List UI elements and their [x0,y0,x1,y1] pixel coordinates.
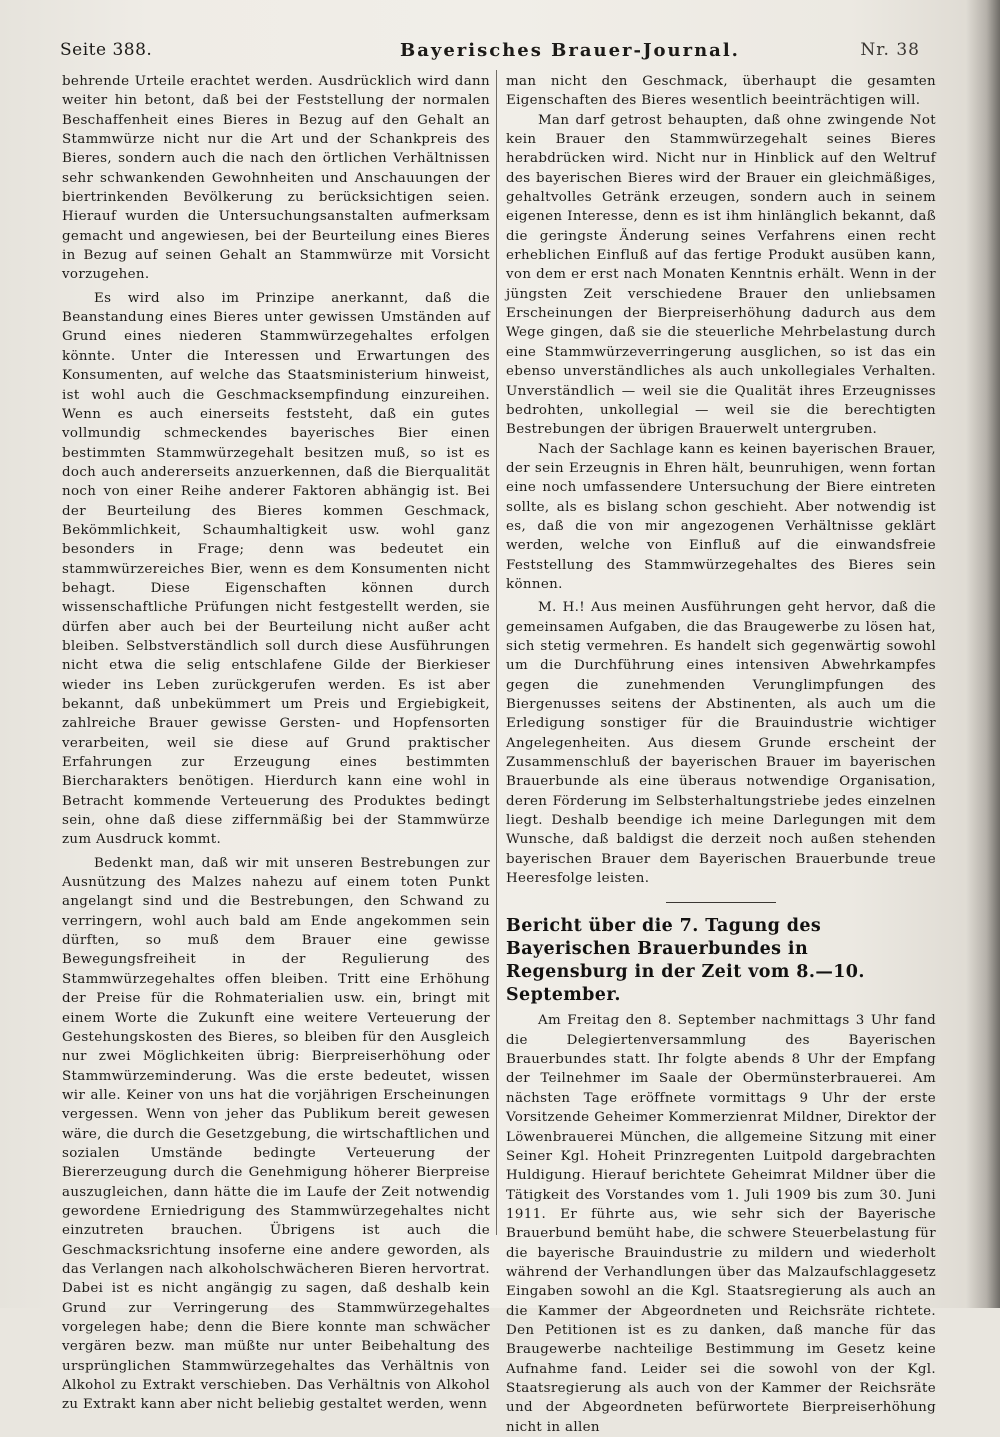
report-heading: Bericht über die 7. Tagung des Bayerischen Brauerbundes in Regensburg in der Zeit vom 8.—10. September. [506,916,865,1006]
page-header [60,40,920,66]
paragraph: M. H.! Aus meinen Ausführungen geht hervor, daß die gemeinsamen Aufgaben, die das Braugewerbe zu lösen hat, sich stetig vermehren. Es handelt sich gegenwärtig sowohl um die Durchführung eines intensiven Abwehrkampfes gegen die zunehmenden Verunglimpfungen des Biergenusses seitens der Abstinenten, als auch um die Erledigung sonstiger für die Brauindustrie wichtiger Angelegenheiten. Aus diesem Grunde erscheint der Zusammenschluß der bayerischen Brauer im bayerischen Brauerbunde als eine überaus notwendige Organisation, deren Förderung im Selbsterhaltungstriebe jedes einzelnen liegt. Deshalb beendige ich meine Darlegungen mit dem Wunsche, daß baldigst die derzeit noch außen stehenden bayerischen Brauer dem Bayerischen Brauerbunde treue Heeresfolge leisten. [506,600,936,887]
paragraph: Am Freitag den 8. September nachmittags 3 Uhr fand die Delegiertenversammlung des Bayerischen Brauerbundes statt. Ihr folgte abends 8 Uhr der Empfang der Teilnehmer im Saale der Obermünsterbrauerei. Am nächsten Tage eröffnete vormittags 9 Uhr der erste Vorsitzende Geheimer Kommerzienrat Mildner, Direktor der Löwenbrauerei München, die allgemeine Sitzung mit einer Seiner Kgl. Hoheit Prinzregenten Luitpold dargebrachten Huldigung. Hierauf berichtete Geheimrat Mildner über die Tätigkeit des Vorstandes vom 1. Juli 1909 bis zum 30. Juni 1911. Er führte aus, wie sehr sich der Bayerische Brauerbund bemüht habe, die schwere Steuerbelastung für die bayerische Brauindustrie zu mildern und wiederholt während der Verhandlungen über das Malzaufschlaggesetz Eingaben sowohl an die Kgl. Staatsregierung als auch an die Kammer der Abgeordneten und Reichsräte richtete. Den Petitionen ist es zu danken, daß manche für das Braugewerbe nachteilige Bestimmung im Gesetz keine Aufnahme fand. Leider sei die sowohl von der Kgl. Staatsregierung als auch von der Kammer der Reichsräte und der Abgeordneten befürwortete Bierpreiserhöhung nicht in allen [506,1013,936,1435]
paragraph: Man darf getrost behaupten, daß ohne zwingende Not kein Brauer den Stammwürzegehalt seines Bieres herabdrücken wird. Nicht nur in Hinblick auf den Weltruf des bayerischen Bieres wird der Brauer ein gleichmäßiges, gehaltvolles Getränk erzeugen, sondern auch in seinem eigenen Interesse, denn es ist ihm hinlänglich bekannt, daß die geringste Änderung seines Verfahrens einen recht erheblichen Einfluß auf das fertige Produkt ausüben kann, von dem er erst nach Monaten Kenntnis erhält. Wenn in der jüngsten Zeit verschiedene Brauer den unliebsamen Erscheinungen der Bierpreiserhöhung dadurch aus dem Wege gingen, daß sie die steuerliche Mehrbelastung durch eine Stammwürzeverringerung ausglichen, so ist das ein ebenso unverständliches als auch unkollegiales Verhalten. Unverständlich — weil sie die Qualität ihres Erzeugnisses bedrohten, unkollegial — weil sie die berechtigten Bestrebungen der übrigen Brauerwelt untergruben. [506,112,936,438]
issue-number: Nr. 38 [860,40,920,60]
journal-title: Bayerisches Brauer-Journal. [400,40,740,61]
column-divider [496,70,497,1235]
left-column [62,72,490,1415]
report-section [506,915,936,1437]
paragraph: behrende Urteile erachtet werden. Ausdrücklich wird dann weiter hin betont, daß bei der Feststellung der normalen Beschaffenheit eines Bieres in Bezug auf den Gehalt an Stammwürze nicht nur die Art und der Schankpreis des Bieres, sondern auch die nach den örtlichen Verhältnissen sehr schwankenden Gewohnheiten und Anschauungen der biertrinkenden Bevölkerung zu berücksichtigen seien. Hierauf wurden die Untersuchungsanstalten aufmerksam gemacht und angewiesen, bei der Beurteilung eines Bieres in Bezug auf seinen Gehalt an Stammwürze mit Vorsicht vorzugehen. [62,74,490,283]
paragraph: Bedenkt man, daß wir mit unseren Bestrebungen zur Ausnützung des Malzes nahezu auf einem toten Punkt angelangt sind und die Bestrebungen, den Schwand zu verringern, wohl auch bald am Ende angekommen sein dürften, so muß dem Brauer eine gewisse Bewegungsfreiheit in der Regulierung des Stammwürzegehaltes offen bleiben. Tritt eine Erhöhung der Preise für die Rohmaterialien usw. ein, bringt mit einem Worte die Zukunft eine weitere Verteuerung der Gestehungskosten des Bieres, so bleiben für den Ausgleich nur zwei Möglichkeiten übrig: Bierpreiserhöhung oder Stammwürzeminderung. Was die erste bedeutet, wissen wir alle. Keiner von uns hat die vorjährigen Erscheinungen vergessen. Wenn von jeher das Publikum bereit gewesen wäre, die durch die Gesetzgebung, die wirtschaftlichen und sozialen Umstände bedingte Verteuerung der Biererzeugung durch die Genehmigung höherer Bierpreise auszugleichen, dann hätte die im Laufe der Zeit notwendig gewordene Erniedrigung des Stammwürzegehaltes nicht einzutreten brauchen. Übrigens ist auch die Geschmacksrichtung insoferne eine andere geworden, als das Verlangen nach alkoholschwächeren Bieren hervortrat. Dabei ist es nicht angängig zu sagen, daß deshalb kein Grund zur Verringerung des Stammwürzegehaltes vorgelegen habe; denn die Biere konnte man schwächer vergären bezw. man müßte nur unter Beibehaltung des ursprünglichen Stammwürzegehaltes das Verhältnis von Alkohol zu Extrakt verschieben. Das Verhältnis von Alkohol zu Extrakt kann aber nicht beliebig gestaltet werden, wenn [62,855,490,1413]
right-column [506,72,936,1437]
page-edge-shadow [966,0,1000,1308]
paragraph: man nicht den Geschmack, überhaupt die gesamten Eigenschaften des Bieres wesentlich beeinträchtigen will. [506,74,936,109]
paragraph: Es wird also im Prinzipe anerkannt, daß die Beanstandung eines Bieres unter gewissen Umständen auf Grund eines niederen Stammwürzegehaltes erfolgen könnte. Unter die Interessen und Erwartungen des Konsumenten, auf welche das Staatsministerium hinweist, ist wohl auch die Geschmacksempfindung einzureihen. Wenn es auch einerseits feststeht, daß ein gutes vollmundig schmeckendes bayerisches Bier einen bestimmten Stammwürzegehalt besitzen muß, so ist es doch auch andererseits anzuerkennen, daß die Bierqualität noch von einer Reihe anderer Faktoren abhängig ist. Bei der Beurteilung des Bieres kommen Geschmack, Bekömmlichkeit, Schaumhaltigkeit usw. wohl ganz besonders in Frage; denn was bedeutet ein stammwürzereiches Bier, wenn es dem Konsumenten nicht behagt. Diese Eigenschaften können durch wissenschaftliche Prüfungen nicht festgestellt werden, sie dürfen aber auch bei der Beurteilung nicht außer acht bleiben. Selbstverständlich soll durch diese Ausführungen nicht etwa die selig entschlafene Gilde der Bierkieser wieder ins Leben zurückgerufen werden. Es ist aber bekannt, daß unbekümmert um Preis und Ergiebigkeit, zahlreiche Brauer gewisse Gersten- und Hopfensorten verarbeiten, weil sie diese auf Grund praktischer Erfahrungen zur Erzeugung eines bestimmten Biercharakters benötigen. Hierdurch kann eine wohl in Betracht kommende Verteuerung des Produktes bedingt sein, ohne daß diese ziffernmäßig bei der Stammwürze zum Ausdruck kommt. [62,290,490,848]
page-number: Seite 388. [60,40,153,60]
section-separator [666,902,776,903]
paragraph: Nach der Sachlage kann es keinen bayerischen Brauer, der sein Erzeugnis in Ehren hält, beunruhigen, wenn fortan eine noch umfassendere Untersuchung der Biere eintreten sollte, als es bislang schon geschieht. Aber notwendig ist es, daß die von mir angezogenen Verhältnisse geklärt werden, welche von Einfluß auf die einwandsfreie Feststellung des Stammwürzegehaltes des Bieres sein können. [506,441,936,592]
